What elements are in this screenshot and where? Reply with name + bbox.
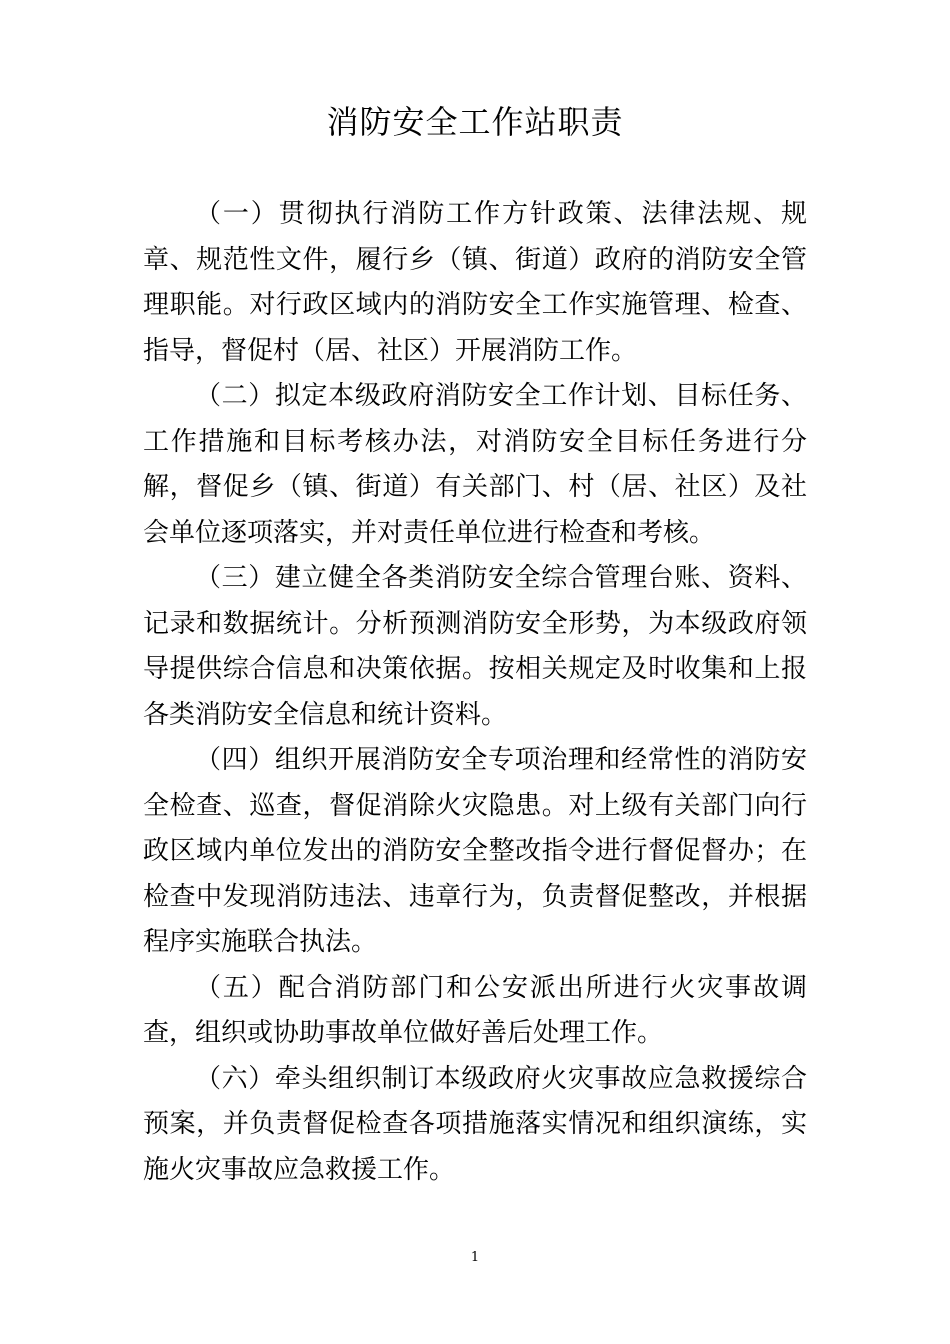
document-body [143, 192, 807, 1193]
paragraph-5: （五）配合消防部门和公安派出所进行火灾事故调查，组织或协助事故单位做好善后处理工作。 [143, 972, 807, 1048]
paragraph-2: （二）拟定本级政府消防安全工作计划、目标任务、工作措施和目标考核办法，对消防安全目标任务进行分解，督促乡（镇、街道）有关部门、村（居、社区）及社会单位逐项落实，并对责任单位进行检查和考核。 [143, 381, 807, 548]
paragraph-1: （一）贯彻执行消防工作方针政策、法律法规、规章、规范性文件，履行乡（镇、街道）政府的消防安全管理职能。对行政区域内的消防安全工作实施管理、检查、指导，督促村（居、社区）开展消防工作。 [143, 199, 807, 366]
paragraph-3: （三）建立健全各类消防安全综合管理台账、资料、记录和数据统计。分析预测消防安全形势，为本级政府领导提供综合信息和决策依据。按相关规定及时收集和上报各类消防安全信息和统计资料。 [143, 563, 807, 730]
page-number: 1 [470, 1250, 480, 1265]
paragraph-4: （四）组织开展消防安全专项治理和经常性的消防安全检查、巡查，督促消除火灾隐患。对上级有关部门向行政区域内单位发出的消防安全整改指令进行督促督办；在检查中发现消防违法、违章行为，负责督促整改，并根据程序实施联合执法。 [143, 745, 807, 957]
document-title: 消防安全工作站职责 [326, 103, 624, 141]
paragraph-6: （六）牵头组织制订本级政府火灾事故应急救援综合预案，并负责督促检查各项措施落实情况和组织演练，实施火灾事故应急救援工作。 [143, 1063, 807, 1185]
